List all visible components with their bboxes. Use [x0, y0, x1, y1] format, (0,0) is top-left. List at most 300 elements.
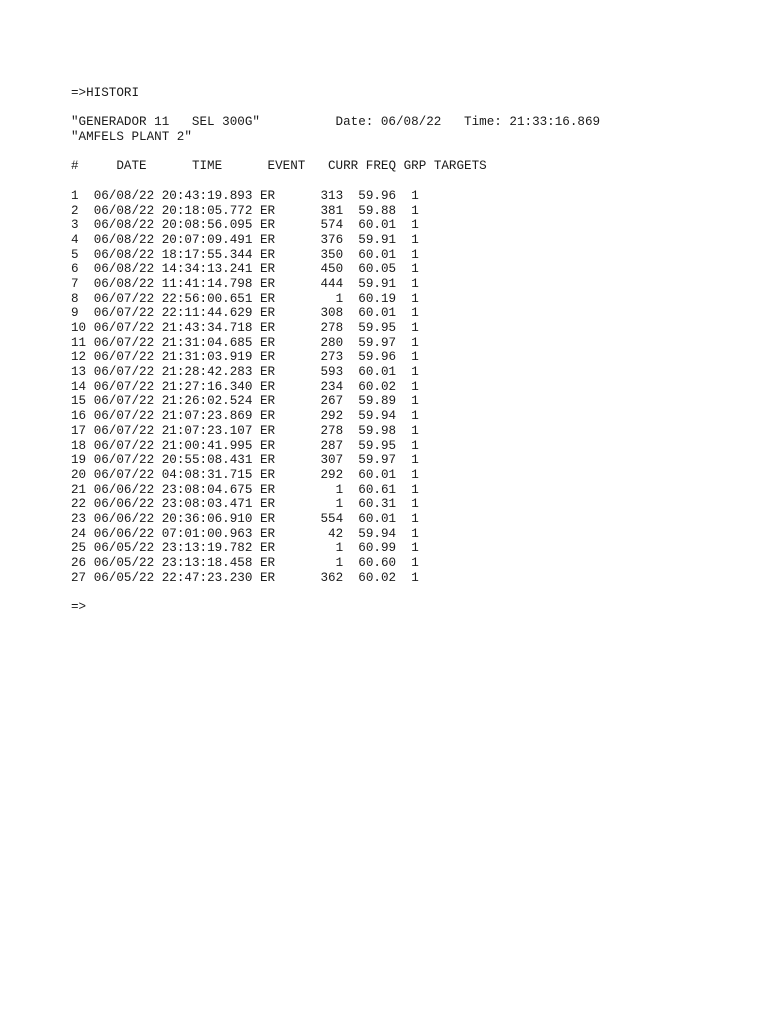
- row-event: ER: [259, 203, 306, 218]
- row-spacer: [396, 541, 411, 555]
- col-header-freq: FREQ: [365, 159, 404, 174]
- row-time: 04:08:31.715: [161, 467, 253, 482]
- row-spacer: [154, 512, 162, 526]
- col-header-event: EVENT: [267, 159, 328, 174]
- row-spacer: [396, 409, 411, 423]
- row-spacer: [252, 277, 260, 291]
- row-spacer: [154, 248, 162, 262]
- row-spacer: [343, 365, 358, 379]
- row-freq: 60.01: [358, 218, 397, 233]
- row-freq: 60.02: [358, 379, 397, 394]
- row-event: ER: [259, 541, 306, 556]
- row-freq: 59.91: [358, 232, 397, 247]
- row-event: ER: [259, 497, 306, 512]
- row-grp: 1: [411, 365, 419, 380]
- row-event: ER: [259, 365, 306, 380]
- row-time: 23:13:19.782: [161, 541, 253, 556]
- row-curr: 1: [305, 291, 344, 306]
- row-curr: 267: [305, 394, 344, 409]
- row-spacer: [343, 409, 358, 423]
- row-freq: 60.01: [358, 467, 397, 482]
- row-event: ER: [259, 467, 306, 482]
- terminal-output: [71, 86, 600, 615]
- row-event: ER: [259, 262, 306, 277]
- row-event: ER: [259, 379, 306, 394]
- col-header-num: #: [71, 159, 117, 174]
- row-freq: 60.60: [358, 556, 397, 570]
- row-spacer: [343, 204, 358, 218]
- row-date: 06/06/22: [93, 511, 155, 526]
- row-event: ER: [259, 291, 306, 306]
- row-spacer: [252, 380, 260, 394]
- row-number: 17: [71, 423, 94, 438]
- row-spacer: [154, 571, 162, 585]
- table-row: [71, 350, 600, 365]
- row-grp: 1: [411, 409, 419, 424]
- row-grp: 1: [411, 497, 419, 512]
- row-spacer: [396, 512, 411, 526]
- row-time: 20:08:56.095: [161, 218, 253, 233]
- terminal-id: "AMFELS PLANT 2": [71, 130, 192, 145]
- row-spacer: [343, 218, 358, 232]
- row-spacer: [343, 512, 358, 526]
- row-time: 20:07:09.491: [161, 232, 253, 247]
- row-time: 22:56:00.651: [161, 291, 253, 306]
- row-spacer: [396, 424, 411, 438]
- row-number: 4: [71, 232, 94, 247]
- row-grp: 1: [411, 541, 419, 556]
- row-spacer: [343, 453, 358, 467]
- row-event: ER: [259, 306, 306, 321]
- row-spacer: [154, 483, 162, 497]
- row-spacer: [252, 468, 260, 482]
- row-spacer: [252, 439, 260, 453]
- row-grp: 1: [411, 306, 419, 321]
- row-spacer: [343, 527, 358, 541]
- table-row: [71, 233, 600, 248]
- row-grp: 1: [411, 453, 419, 468]
- table-row: [71, 468, 600, 483]
- row-curr: 1: [305, 556, 344, 570]
- row-spacer: [154, 497, 162, 511]
- row-curr: 1: [305, 497, 344, 512]
- row-date: 06/07/22: [93, 453, 155, 468]
- row-date: 06/07/22: [93, 423, 155, 438]
- row-freq: 59.97: [358, 335, 397, 350]
- row-spacer: [252, 497, 260, 511]
- row-number: 19: [71, 453, 94, 468]
- row-spacer: [343, 394, 358, 408]
- row-spacer: [252, 512, 260, 526]
- row-number: 1: [71, 188, 94, 203]
- row-curr: 292: [305, 409, 344, 424]
- row-freq: 60.01: [358, 511, 397, 526]
- row-spacer: [396, 394, 411, 408]
- row-time: 11:41:14.798: [161, 276, 253, 291]
- row-number: 10: [71, 321, 94, 335]
- row-event: ER: [259, 232, 306, 247]
- row-curr: 280: [305, 335, 344, 350]
- row-event: ER: [259, 438, 306, 453]
- row-spacer: [396, 204, 411, 218]
- row-spacer: [252, 541, 260, 555]
- date-value: 06/08/22: [380, 115, 442, 130]
- row-event: ER: [259, 423, 306, 438]
- row-spacer: [154, 321, 162, 335]
- table-row: [71, 527, 600, 542]
- row-grp: 1: [411, 262, 419, 277]
- row-freq: 60.61: [358, 482, 397, 497]
- col-header-time: TIME: [191, 159, 268, 174]
- row-grp: 1: [411, 379, 419, 394]
- row-spacer: [154, 394, 162, 408]
- row-event: ER: [259, 276, 306, 291]
- row-grp: 1: [411, 291, 419, 306]
- row-curr: 308: [305, 306, 344, 321]
- row-curr: 292: [305, 467, 344, 482]
- row-freq: 59.98: [358, 423, 397, 438]
- row-grp: 1: [411, 511, 419, 526]
- row-curr: 278: [305, 423, 344, 438]
- row-curr: 444: [305, 276, 344, 291]
- row-date: 06/05/22: [93, 556, 155, 570]
- row-date: 06/07/22: [93, 365, 155, 380]
- row-spacer: [154, 541, 162, 555]
- row-curr: 278: [305, 321, 344, 335]
- spacer: [71, 145, 600, 160]
- row-spacer: [343, 262, 358, 276]
- row-event: ER: [259, 570, 306, 585]
- row-number: 6: [71, 262, 94, 277]
- row-grp: 1: [411, 232, 419, 247]
- row-spacer: [343, 306, 358, 320]
- time-label: Time:: [464, 115, 502, 130]
- row-date: 06/08/22: [93, 218, 155, 233]
- row-spacer: [154, 233, 162, 247]
- row-spacer: [343, 233, 358, 247]
- table-row: [71, 512, 600, 527]
- row-spacer: [154, 527, 162, 541]
- row-freq: 59.95: [358, 321, 397, 335]
- row-spacer: [396, 336, 411, 350]
- row-freq: 59.88: [358, 203, 397, 218]
- row-number: 9: [71, 306, 94, 321]
- row-time: 21:31:03.919: [161, 350, 253, 365]
- row-spacer: [396, 468, 411, 482]
- spacer: [71, 585, 600, 600]
- row-freq: 60.05: [358, 262, 397, 277]
- table-row: [71, 453, 600, 468]
- row-freq: 60.19: [358, 291, 397, 306]
- row-date: 06/07/22: [93, 350, 155, 365]
- row-number: 7: [71, 276, 94, 291]
- row-time: 22:47:23.230: [161, 570, 253, 585]
- row-number: 11: [71, 335, 94, 350]
- row-event: ER: [259, 247, 306, 262]
- table-row: [71, 439, 600, 454]
- table-row: [71, 248, 600, 263]
- row-number: 25: [71, 541, 94, 556]
- header-spacer-1: [260, 115, 336, 129]
- row-date: 06/07/22: [93, 409, 155, 424]
- row-spacer: [154, 306, 162, 320]
- row-spacer: [154, 292, 162, 306]
- row-date: 06/08/22: [93, 203, 155, 218]
- row-curr: 273: [305, 350, 344, 365]
- row-spacer: [252, 336, 260, 350]
- row-number: 5: [71, 247, 94, 262]
- col-header-date: DATE: [116, 159, 192, 174]
- row-spacer: [343, 424, 358, 438]
- row-number: 21: [71, 482, 94, 497]
- row-grp: 1: [411, 335, 419, 350]
- row-spacer: [252, 218, 260, 232]
- row-number: 27: [71, 570, 94, 585]
- row-spacer: [252, 394, 260, 408]
- row-grp: 1: [411, 556, 419, 570]
- table-row: [71, 189, 600, 204]
- row-spacer: [343, 541, 358, 555]
- row-date: 06/07/22: [93, 321, 155, 335]
- row-number: 16: [71, 409, 94, 424]
- row-curr: 593: [305, 365, 344, 380]
- time-value: 21:33:16.869: [509, 115, 601, 130]
- row-curr: 313: [305, 188, 344, 203]
- row-time: 18:17:55.344: [161, 247, 253, 262]
- row-grp: 1: [411, 350, 419, 365]
- row-number: 18: [71, 438, 94, 453]
- row-spacer: [252, 189, 260, 203]
- table-row: [71, 306, 600, 321]
- row-spacer: [396, 453, 411, 467]
- row-grp: 1: [411, 321, 419, 335]
- column-headers: [71, 159, 600, 174]
- row-spacer: [343, 380, 358, 394]
- end-prompt: =>: [71, 600, 87, 615]
- row-event: ER: [259, 511, 306, 526]
- row-curr: 362: [305, 570, 344, 585]
- row-freq: 59.94: [358, 409, 397, 424]
- row-spacer: [154, 189, 162, 203]
- table-row: [71, 497, 600, 512]
- row-spacer: [396, 233, 411, 247]
- table-row: [71, 321, 600, 336]
- row-spacer: [154, 424, 162, 438]
- row-freq: 60.01: [358, 365, 397, 380]
- row-event: ER: [259, 556, 306, 570]
- row-curr: 376: [305, 232, 344, 247]
- row-spacer: [343, 350, 358, 364]
- row-spacer: [396, 248, 411, 262]
- row-spacer: [154, 380, 162, 394]
- row-date: 06/07/22: [93, 394, 155, 409]
- table-row: [71, 541, 600, 556]
- header-spacer-3: [441, 115, 464, 129]
- row-grp: 1: [411, 570, 419, 585]
- row-spacer: [252, 262, 260, 276]
- row-spacer: [343, 483, 358, 497]
- row-date: 06/06/22: [93, 526, 155, 541]
- row-spacer: [252, 527, 260, 541]
- relay-id: "GENERADOR 11 SEL 300G": [71, 115, 260, 130]
- row-freq: 59.89: [358, 394, 397, 409]
- row-date: 06/08/22: [93, 232, 155, 247]
- row-grp: 1: [411, 526, 419, 541]
- row-freq: 59.97: [358, 453, 397, 468]
- row-spacer: [252, 292, 260, 306]
- row-freq: 59.91: [358, 276, 397, 291]
- row-number: 15: [71, 394, 94, 409]
- row-event: ER: [259, 321, 306, 335]
- table-row: [71, 380, 600, 395]
- row-freq: 60.01: [358, 306, 397, 321]
- row-curr: 554: [305, 511, 344, 526]
- row-spacer: [252, 248, 260, 262]
- row-curr: 450: [305, 262, 344, 277]
- row-spacer: [343, 468, 358, 482]
- row-spacer: [396, 350, 411, 364]
- row-time: 21:43:34.718: [161, 321, 253, 335]
- table-row: [71, 292, 600, 307]
- row-date: 06/05/22: [93, 541, 155, 556]
- row-time: 23:13:18.458: [161, 556, 253, 570]
- row-spacer: [343, 277, 358, 291]
- row-event: ER: [259, 394, 306, 409]
- row-date: 06/08/22: [93, 247, 155, 262]
- row-grp: 1: [411, 276, 419, 291]
- row-spacer: [252, 453, 260, 467]
- row-event: ER: [259, 409, 306, 424]
- row-spacer: [154, 277, 162, 291]
- row-freq: 60.01: [358, 247, 397, 262]
- row-freq: 59.96: [358, 350, 397, 365]
- row-spacer: [396, 218, 411, 232]
- row-curr: 42: [305, 526, 344, 541]
- row-time: 21:00:41.995: [161, 438, 253, 453]
- row-spacer: [252, 365, 260, 379]
- table-row: [71, 556, 600, 571]
- row-spacer: [396, 365, 411, 379]
- row-time: 20:43:19.893: [161, 188, 253, 203]
- row-spacer: [252, 321, 260, 335]
- spacer: [71, 101, 600, 116]
- row-time: 21:26:02.524: [161, 394, 253, 409]
- date-label: Date:: [335, 115, 374, 130]
- row-date: 06/07/22: [93, 335, 155, 350]
- row-event: ER: [259, 350, 306, 365]
- row-date: 06/07/22: [93, 291, 155, 306]
- row-spacer: [154, 350, 162, 364]
- row-date: 06/07/22: [93, 306, 155, 321]
- row-curr: 307: [305, 453, 344, 468]
- row-event: ER: [259, 188, 306, 203]
- row-number: 14: [71, 379, 94, 394]
- row-date: 06/07/22: [93, 438, 155, 453]
- row-freq: 59.96: [358, 188, 397, 203]
- row-time: 23:08:03.471: [161, 497, 253, 512]
- table-row: [71, 424, 600, 439]
- col-header-grp: GRP: [403, 159, 434, 174]
- row-event: ER: [259, 526, 306, 541]
- header-spacer-2: [373, 115, 381, 129]
- row-spacer: [396, 497, 411, 511]
- table-row: [71, 277, 600, 292]
- row-spacer: [252, 556, 260, 570]
- row-grp: 1: [411, 394, 419, 409]
- row-spacer: [252, 233, 260, 247]
- row-spacer: [396, 527, 411, 541]
- row-spacer: [396, 380, 411, 394]
- row-spacer: [396, 262, 411, 276]
- row-spacer: [154, 218, 162, 232]
- row-date: 06/06/22: [93, 482, 155, 497]
- row-spacer: [252, 571, 260, 585]
- row-freq: 60.02: [358, 570, 397, 585]
- row-freq: 59.95: [358, 438, 397, 453]
- row-time: 14:34:13.241: [161, 262, 253, 277]
- row-spacer: [396, 321, 411, 335]
- row-spacer: [252, 483, 260, 497]
- row-spacer: [396, 306, 411, 320]
- event-table: [71, 189, 600, 586]
- row-spacer: [343, 336, 358, 350]
- row-date: 06/06/22: [93, 497, 155, 512]
- row-grp: 1: [411, 203, 419, 218]
- row-spacer: [252, 306, 260, 320]
- row-number: 3: [71, 218, 94, 233]
- row-event: ER: [259, 453, 306, 468]
- row-time: 07:01:00.963: [161, 526, 253, 541]
- row-spacer: [343, 321, 358, 335]
- table-row: [71, 262, 600, 277]
- row-spacer: [343, 292, 358, 306]
- row-grp: 1: [411, 438, 419, 453]
- table-row: [71, 365, 600, 380]
- row-spacer: [343, 556, 358, 570]
- row-curr: 381: [305, 203, 344, 218]
- row-grp: 1: [411, 467, 419, 482]
- row-curr: 1: [305, 482, 344, 497]
- row-date: 06/08/22: [93, 276, 155, 291]
- row-curr: 287: [305, 438, 344, 453]
- row-spacer: [343, 189, 358, 203]
- row-spacer: [343, 248, 358, 262]
- table-row: [71, 394, 600, 409]
- row-grp: 1: [411, 188, 419, 203]
- col-header-curr: CURR: [327, 159, 366, 174]
- row-freq: 59.94: [358, 526, 397, 541]
- row-grp: 1: [411, 218, 419, 233]
- row-time: 22:11:44.629: [161, 306, 253, 321]
- row-time: 20:18:05.772: [161, 203, 253, 218]
- row-number: 26: [71, 556, 94, 570]
- row-number: 8: [71, 291, 94, 306]
- row-date: 06/07/22: [93, 467, 155, 482]
- col-header-targets: TARGETS: [433, 159, 487, 174]
- row-spacer: [154, 439, 162, 453]
- row-time: 21:31:04.685: [161, 335, 253, 350]
- row-time: 21:07:23.107: [161, 423, 253, 438]
- row-spacer: [252, 409, 260, 423]
- table-row: [71, 336, 600, 351]
- row-spacer: [396, 292, 411, 306]
- row-spacer: [396, 556, 411, 570]
- row-spacer: [396, 189, 411, 203]
- command-line: =>HISTORI: [71, 86, 140, 100]
- row-spacer: [396, 483, 411, 497]
- row-spacer: [396, 439, 411, 453]
- table-row: [71, 204, 600, 219]
